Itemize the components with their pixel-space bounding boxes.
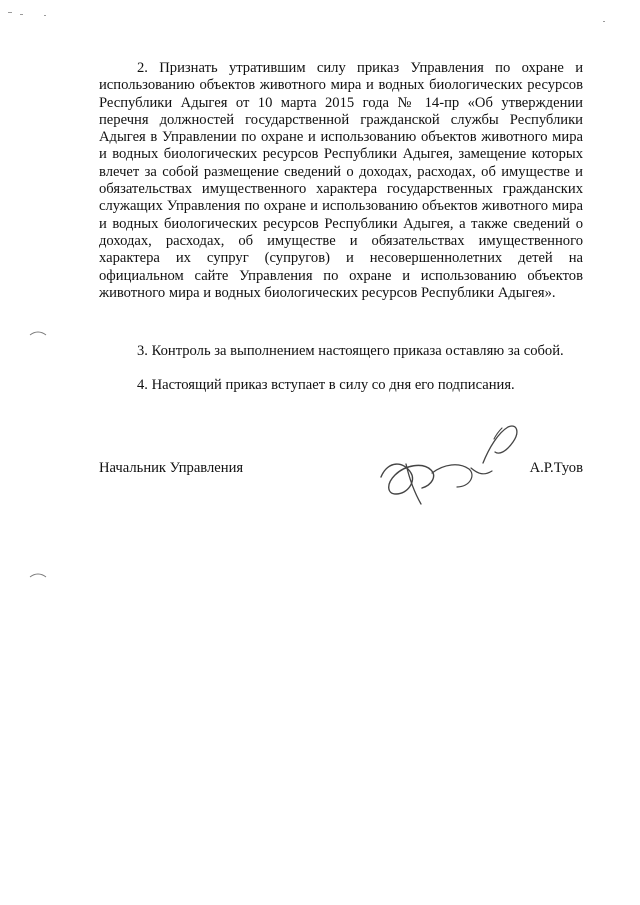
signatory-title: Начальник Управления [99, 460, 244, 476]
handwritten-signature [374, 420, 524, 510]
scan-mark-top-left-1 [8, 12, 12, 13]
punch-hole-mark-upper [28, 328, 48, 338]
punch-hole-mark-lower [28, 570, 48, 580]
paragraph-2: 2. Признать утратившим силу приказ Управления по охране и использованию объектов животного мира и водных биологических ресурсов Республики Адыгея от 10 марта 2015 года № 14-пр «Об утверждении перечня должностей государственной гражданской службы Республики Адыгея в Управлении по охране и использованию объектов животного мира и водных биологических ресурсов Республики Адыгея, замещение которых влечет за собой размещение сведений о доходах, расходах, об имуществе и обязательствах имущественного характера государственных гражданских служащих Управления по охране и использованию объектов животного мира и водных биологических ресурсов Республики Адыгея, а также сведений о доходах, расходах, об имуществе и обязательствах имущественного характера их супруг (супругов) и несовершеннолетних детей на официальном сайте Управления по охране и использованию объектов животного мира и водных биологических ресурсов Республики Адыгея». [99, 60, 583, 301]
scan-mark-top-left-3 [44, 15, 46, 16]
scan-mark-top-left-2 [20, 14, 23, 15]
scan-mark-top-right [603, 21, 605, 22]
signatory-name: А.Р.Туов [529, 460, 583, 476]
paragraph-3: 3. Контроль за выполнением настоящего приказа оставляю за собой. [137, 343, 564, 359]
paragraph-4: 4. Настоящий приказ вступает в силу со дня его подписания. [137, 377, 515, 393]
